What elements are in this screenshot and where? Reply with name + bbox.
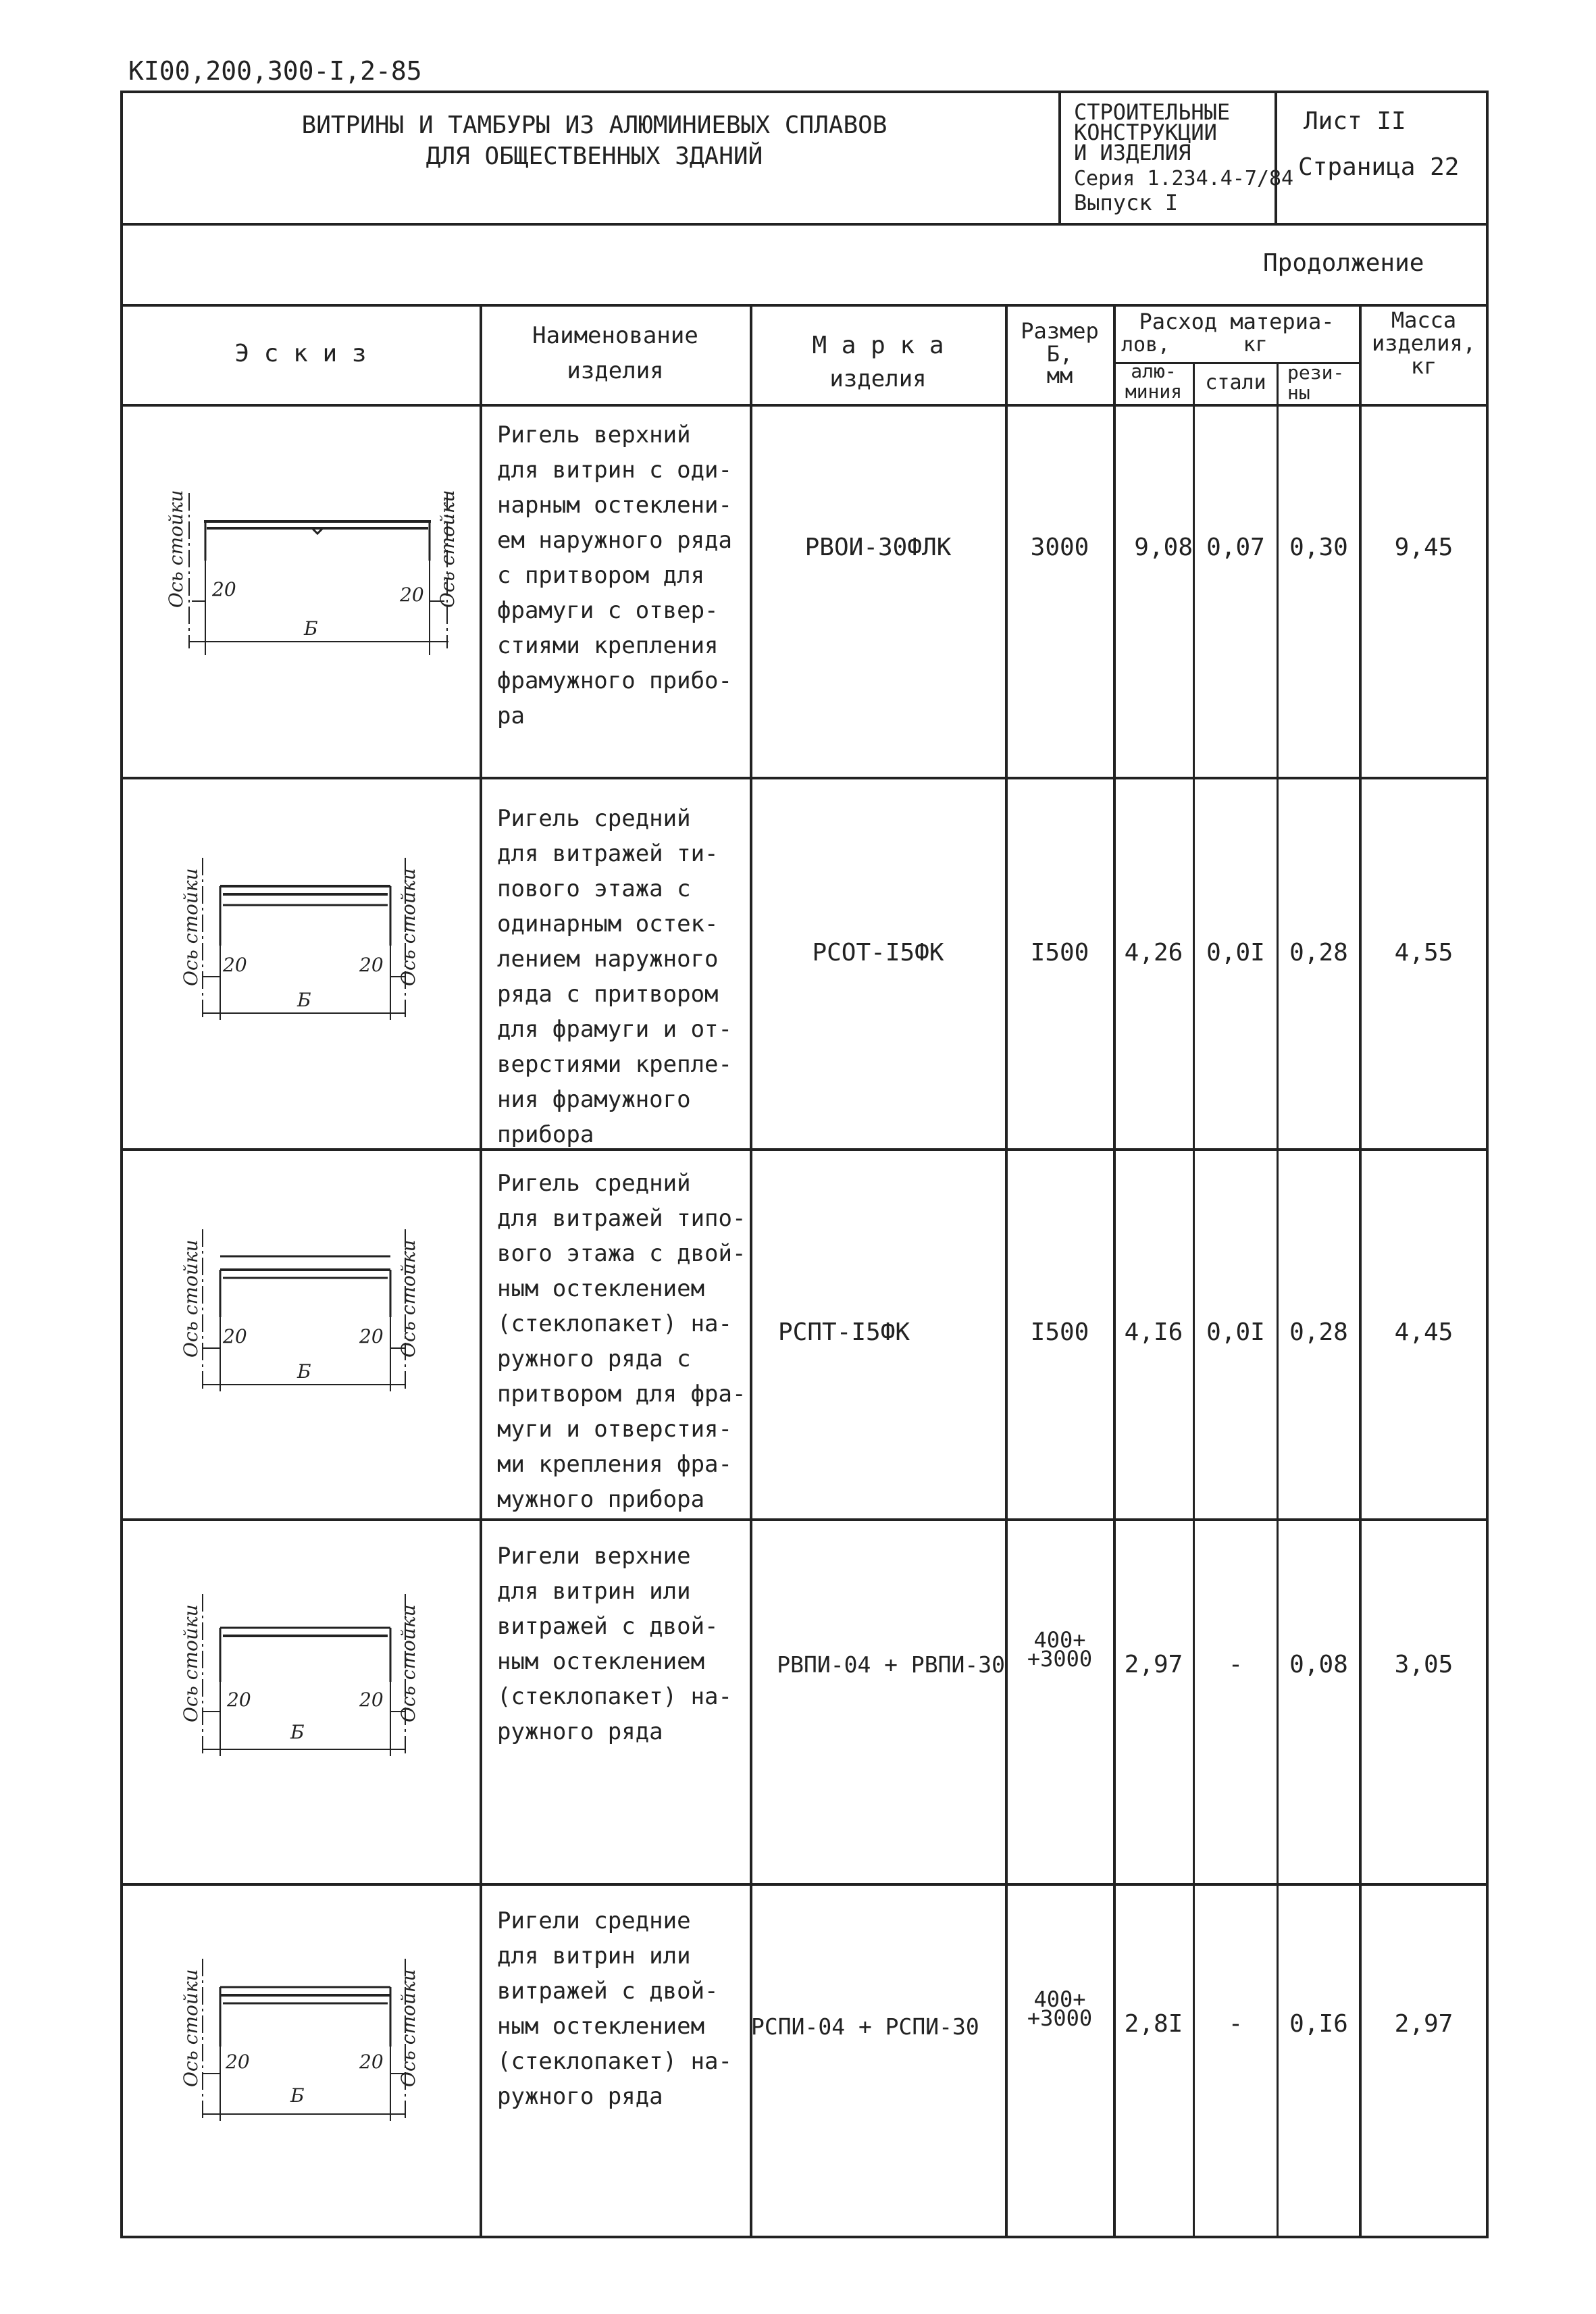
frame-line xyxy=(120,223,1489,226)
axis-label: Ось стойки xyxy=(397,1604,419,1722)
row-name: Ригели верхние для витрин или витражей с двой- ным остеклением (стеклопакет) на- ружного ряда xyxy=(497,1543,732,1745)
row-rubber: 0,I6 xyxy=(1289,2009,1348,2038)
col-size-header-line2: Б, xyxy=(1046,341,1073,367)
row-mark: РВПИ-04 + РВПИ-30 xyxy=(777,1651,1005,1678)
col-consumption-header-line1: Расход материа- xyxy=(1139,309,1335,334)
col-name-header-line2: изделия xyxy=(567,357,664,384)
table-line xyxy=(120,777,1489,779)
table-line xyxy=(120,1883,1489,1886)
row-mark: РСПТ-I5ФК xyxy=(778,1318,910,1346)
table-line xyxy=(120,404,1489,407)
axis-label: Ось стойки xyxy=(180,868,202,986)
offset-label: 20 xyxy=(227,1689,251,1711)
header-section-line3: И ИЗДЕЛИЯ xyxy=(1074,140,1191,165)
row-mark: РВОИ-30ФЛК xyxy=(804,533,952,561)
row-size xyxy=(1006,1627,1113,1672)
row-size-line2: +3000 xyxy=(1027,2005,1093,2031)
row-mass: 2,97 xyxy=(1394,2009,1453,2038)
row-name: Ригели средние для витрин или витражей с двой- ным остеклением (стеклопакет) на- ружного ряда xyxy=(497,1907,732,2110)
row-size: 3000 xyxy=(1030,533,1089,561)
row-steel: 0,0I xyxy=(1206,938,1265,967)
table-line xyxy=(120,304,1489,307)
row-rubber: 0,08 xyxy=(1289,1650,1348,1678)
offset-label: 20 xyxy=(226,2051,250,2073)
header-title-line2: ДЛЯ ОБЩЕСТВЕННЫХ ЗДАНИЙ xyxy=(426,143,763,170)
row-size: I500 xyxy=(1030,1318,1089,1346)
header-series: Серия 1.234.4-7/84 xyxy=(1074,167,1294,190)
row-aluminium: 4,26 xyxy=(1124,938,1183,967)
row-size-line1: 400+ xyxy=(1033,1627,1086,1653)
axis-label: Ось стойки xyxy=(180,1239,202,1358)
table-line xyxy=(1277,362,1279,2238)
col-size-header-line1: Размер xyxy=(1021,318,1099,344)
profile-sketch xyxy=(182,844,426,1047)
table-line xyxy=(1005,304,1008,2238)
width-label: Б xyxy=(290,2084,305,2107)
axis-label: Ось стойки xyxy=(397,1239,419,1358)
frame-line xyxy=(1486,91,1489,2238)
table-line xyxy=(1359,304,1362,2238)
row-mass: 9,45 xyxy=(1394,533,1453,561)
width-label: Б xyxy=(297,989,311,1011)
row-aluminium: 4,I6 xyxy=(1124,1318,1183,1346)
row-rubber: 0,30 xyxy=(1289,533,1348,561)
header-title-line1: ВИТРИНЫ И ТАМБУРЫ ИЗ АЛЮМИНИЕВЫХ СПЛАВОВ xyxy=(301,111,887,139)
offset-label: 20 xyxy=(223,1325,247,1347)
row-mass: 4,45 xyxy=(1394,1318,1453,1346)
table-line xyxy=(1193,362,1195,2238)
table-line xyxy=(480,304,482,2238)
row-size: I500 xyxy=(1030,938,1089,967)
axis-label: Ось стойки xyxy=(180,1604,202,1722)
profile-sketch xyxy=(182,1580,426,1783)
header-section-line1: СТРОИТЕЛЬНЫЕ xyxy=(1074,99,1231,125)
row-steel: 0,07 xyxy=(1206,533,1265,561)
row-size xyxy=(1006,1986,1113,2031)
col-mass-header-line1: Масса xyxy=(1391,307,1457,333)
row-size-line1: 400+ xyxy=(1033,1986,1086,2012)
table-line xyxy=(120,1148,1489,1151)
row-name: Ригель верхний для витрин с оди- нарным остеклени- ем наружного ряда с притвором для фрамуги с отвер- стиями крепления фрамужного прибо- ра xyxy=(497,421,732,729)
row-mass: 3,05 xyxy=(1394,1650,1453,1678)
row-steel: 0,0I xyxy=(1206,1318,1265,1346)
row-steel: - xyxy=(1228,1650,1243,1678)
col-rubber-header-line1: рези- xyxy=(1287,361,1345,384)
width-label: Б xyxy=(290,1721,305,1743)
frame-line xyxy=(120,91,1489,93)
col-mark-header-line2: изделия xyxy=(829,365,927,392)
offset-label: 20 xyxy=(359,2051,384,2073)
row-steel: - xyxy=(1228,2009,1243,2038)
col-name-header-line1: Наименование xyxy=(532,322,698,349)
table-line xyxy=(120,1518,1489,1521)
col-size-header-line3: мм xyxy=(1046,363,1073,388)
col-mass-header-line2: изделия, xyxy=(1371,330,1476,356)
axis-label: Ось стойки xyxy=(436,490,459,608)
header-issue: Выпуск I xyxy=(1074,190,1179,215)
profile-sketch xyxy=(182,1216,426,1418)
row-rubber: 0,28 xyxy=(1289,1318,1348,1346)
document-code: КI00,200,300-I,2-85 xyxy=(128,56,422,86)
col-steel-header: стали xyxy=(1205,371,1266,394)
col-aluminium-header-line1: алю- xyxy=(1131,360,1177,382)
frame-line xyxy=(1058,91,1061,224)
profile-sketch xyxy=(162,473,459,675)
col-sketch-header: Э с к и з xyxy=(234,340,367,367)
col-mass-header-line3: кг xyxy=(1410,353,1437,379)
col-consumption-header-line2: лов, кг xyxy=(1121,333,1268,357)
table-line xyxy=(1113,304,1116,2238)
width-label: Б xyxy=(304,617,318,640)
axis-label: Ось стойки xyxy=(397,1969,419,2087)
offset-label: 20 xyxy=(359,1325,384,1347)
offset-label: 20 xyxy=(223,954,247,976)
row-aluminium: 9,08 xyxy=(1134,533,1193,561)
frame-line xyxy=(1275,91,1277,224)
row-mark: РСПИ-04 + РСПИ-30 xyxy=(751,2013,979,2040)
header-page: Страница 22 xyxy=(1298,153,1460,181)
row-name: Ригель средний для витражей ти- пового этажа с одинарным остек- лением наружного ряда с притвором для фрамуги и от- верстиями крепле- ния фрамужного прибора xyxy=(497,805,732,1148)
row-mark: РСОТ-I5ФК xyxy=(812,938,944,967)
width-label: Б xyxy=(297,1360,311,1383)
table-line xyxy=(120,2236,1489,2238)
col-rubber-header-line2: ны xyxy=(1287,382,1310,404)
row-name: Ригель средний для витражей типо- вого этажа с двой- ным остеклением (стеклопакет) на- ружного ряда с притвором для фра- муги и отверстия- ми крепления фра- мужного прибора xyxy=(497,1170,746,1513)
axis-label: Ось стойки xyxy=(397,868,419,986)
col-aluminium-header-line2: миния xyxy=(1125,380,1183,403)
offset-label: 20 xyxy=(359,1689,384,1711)
col-mark-header-line1: М а р к а xyxy=(812,332,944,359)
continuation-label: Продолжение xyxy=(1263,249,1424,277)
offset-label: 20 xyxy=(400,584,424,606)
frame-line xyxy=(120,91,123,2238)
row-aluminium: 2,8I xyxy=(1124,2009,1183,2038)
profile-sketch xyxy=(182,1945,426,2148)
header-section-line2: КОНСТРУКЦИИ xyxy=(1074,120,1217,145)
row-size-line2: +3000 xyxy=(1027,1646,1093,1672)
header-sheet: Лист II xyxy=(1304,107,1406,135)
offset-label: 20 xyxy=(359,954,384,976)
row-rubber: 0,28 xyxy=(1289,938,1348,967)
axis-label: Ось стойки xyxy=(165,490,187,608)
table-line xyxy=(750,304,752,2238)
row-mass: 4,55 xyxy=(1394,938,1453,967)
offset-label: 20 xyxy=(212,578,236,600)
row-aluminium: 2,97 xyxy=(1124,1650,1183,1678)
axis-label: Ось стойки xyxy=(180,1969,202,2087)
